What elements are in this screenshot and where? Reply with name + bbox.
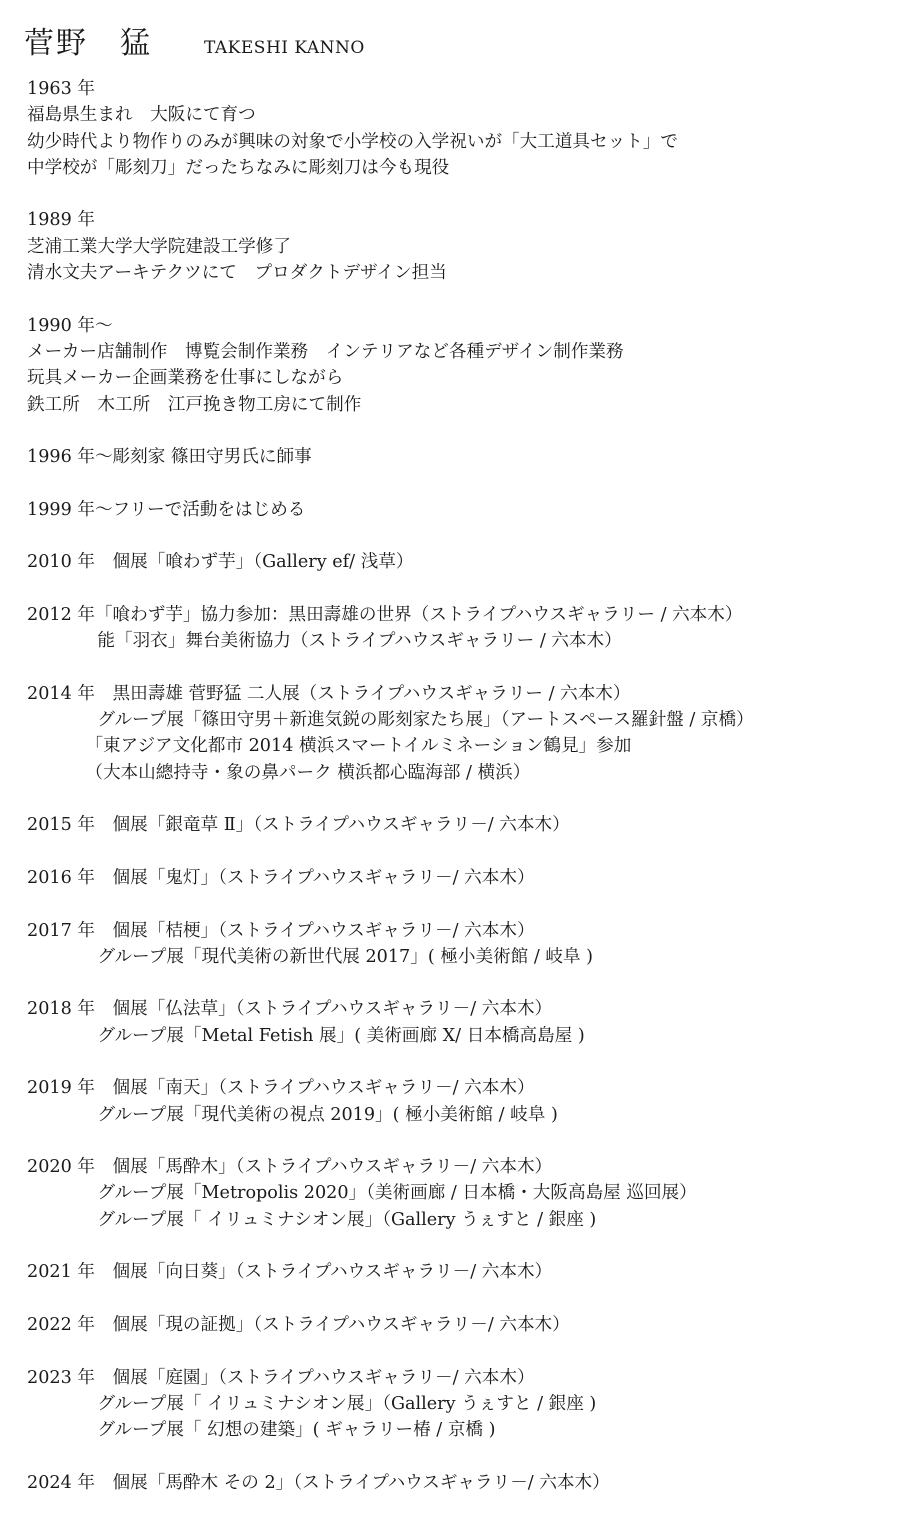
blank-line <box>27 470 897 496</box>
bio-line: 1963 年 <box>27 79 95 99</box>
bio-line: 「東アジア文化都市 2014 横浜スマートイルミネーション鶴見」参加 <box>27 736 632 757</box>
blank-line <box>27 1233 897 1259</box>
bio-line: グループ展「Metal Fetish 展」( 美術画廊 X/ 日本橋高島屋 ) <box>27 1025 585 1046</box>
artist-name-japanese: 菅野 猛 <box>24 26 152 61</box>
blank-line <box>27 891 897 917</box>
bio-line: 2015 年 個展「銀竜草 Ⅱ」（ストライプハウスギャラリ－/ 六本木） <box>27 815 570 836</box>
bio-line: グループ展「 イリュミナシオン展」（Gallery うぇすと / 銀座 ) <box>27 1393 597 1414</box>
bio-line: 中学校が「彫刻刀」だったちなみに彫刻刀は今も現役 <box>27 157 450 178</box>
blank-line <box>27 1286 897 1312</box>
artist-name-english: TAKESHI KANNO <box>204 38 365 58</box>
bio-line: 2021 年 個展「向日葵」（ストライプハウスギャラリ－/ 六本木） <box>27 1262 553 1283</box>
bio-line: 2022 年 個展「現の証拠」（ストライプハウスギャラリ－/ 六本木） <box>27 1314 570 1335</box>
blank-line <box>27 181 897 207</box>
blank-line <box>27 655 897 681</box>
bio-line: 1999 年～フリーで活動をはじめる <box>27 499 306 520</box>
blank-line <box>27 1128 897 1154</box>
biography <box>27 76 897 1496</box>
bio-line: グループ展「篠田守男＋新進気鋭の彫刻家たち展」（アートスペース羅針盤 / 京橋） <box>27 710 754 731</box>
bio-line: 2016 年 個展「鬼灯」（ストライプハウスギャラリ－/ 六本木） <box>27 867 535 888</box>
bio-line: 2012 年「喰わず芋」協力参加：黒田壽雄の世界（ストライプハウスギャラリー / 六本木） <box>27 604 743 625</box>
bio-line: 2023 年 個展「庭園」（ストライプハウスギャラリ－/ 六本木） <box>27 1367 535 1388</box>
bio-line: 2010 年 個展「喰わず芋」（Gallery ef/ 浅草） <box>27 552 414 573</box>
blank-line <box>27 839 897 865</box>
bio-line: 芝浦工業大学大学院建設工学修了 <box>27 236 291 257</box>
bio-line: 幼少時代より物作りのみが興味の対象で小学校の入学祝いが「大工道具セット」で <box>27 131 678 152</box>
bio-line: 1990 年～ <box>27 315 113 336</box>
blank-line <box>27 970 897 996</box>
bio-line: 2020 年 個展「馬酔木」（ストライプハウスギャラリ－/ 六本木） <box>27 1157 553 1178</box>
blank-line <box>27 1338 897 1364</box>
bio-line: 1996 年～彫刻家 篠田守男氏に師事 <box>27 447 312 468</box>
blank-line <box>27 418 897 444</box>
blank-line <box>27 576 897 602</box>
bio-line: 能「羽衣」舞台美術協力（ストライプハウスギャラリー / 六本木） <box>27 631 622 652</box>
bio-line: 玩具メーカー企画業務を仕事にしながら <box>27 368 344 389</box>
bio-line: 1989 年 <box>27 210 95 231</box>
bio-line: グループ展「Metropolis 2020」（美術画廊 / 日本橋・大阪高島屋 巡回展） <box>27 1183 697 1204</box>
bio-line: グループ展「 幻想の建築」( ギャラリー椿 / 京橋 ) <box>27 1420 496 1441</box>
bio-line: （大本山總持寺・象の鼻パーク 横浜都心臨海部 / 横浜） <box>27 762 531 783</box>
blank-line <box>27 1049 897 1075</box>
bio-line: グループ展「 イリュミナシオン展」（Gallery うぇすと / 銀座 ) <box>27 1209 597 1230</box>
bio-line: 福島県生まれ 大阪にて育つ <box>27 105 256 126</box>
bio-line: 2024 年 個展「馬酔木 その 2」（ストライプハウスギャラリ－/ 六本木） <box>27 1472 610 1493</box>
bio-line: グループ展「現代美術の視点 2019」( 極小美術館 / 岐阜 ) <box>27 1104 558 1125</box>
bio-line: 2014 年 黒田壽雄 菅野猛 二人展（ストライプハウスギャラリー / 六本木） <box>27 683 631 704</box>
blank-line <box>27 1443 897 1469</box>
blank-line <box>27 286 897 312</box>
bio-line: 2017 年 個展「桔梗」（ストライプハウスギャラリ－/ 六本木） <box>27 920 535 941</box>
bio-line: 2018 年 個展「仏法草」（ストライプハウスギャラリ－/ 六本木） <box>27 999 553 1020</box>
page-header <box>24 18 365 62</box>
blank-line <box>27 786 897 812</box>
bio-line: 鉄工所 木工所 江戸挽き物工房にて制作 <box>27 394 362 415</box>
blank-line <box>27 523 897 549</box>
bio-line: メーカー店舗制作 博覧会制作業務 インテリアなど各種デザイン制作業務 <box>27 341 624 362</box>
bio-line: 清水文夫アーキテクツにて プロダクトデザイン担当 <box>27 263 447 284</box>
bio-line: 2019 年 個展「南天」（ストライプハウスギャラリ－/ 六本木） <box>27 1078 535 1099</box>
bio-line: グループ展「現代美術の新世代展 2017」( 極小美術館 / 岐阜 ) <box>27 946 594 967</box>
